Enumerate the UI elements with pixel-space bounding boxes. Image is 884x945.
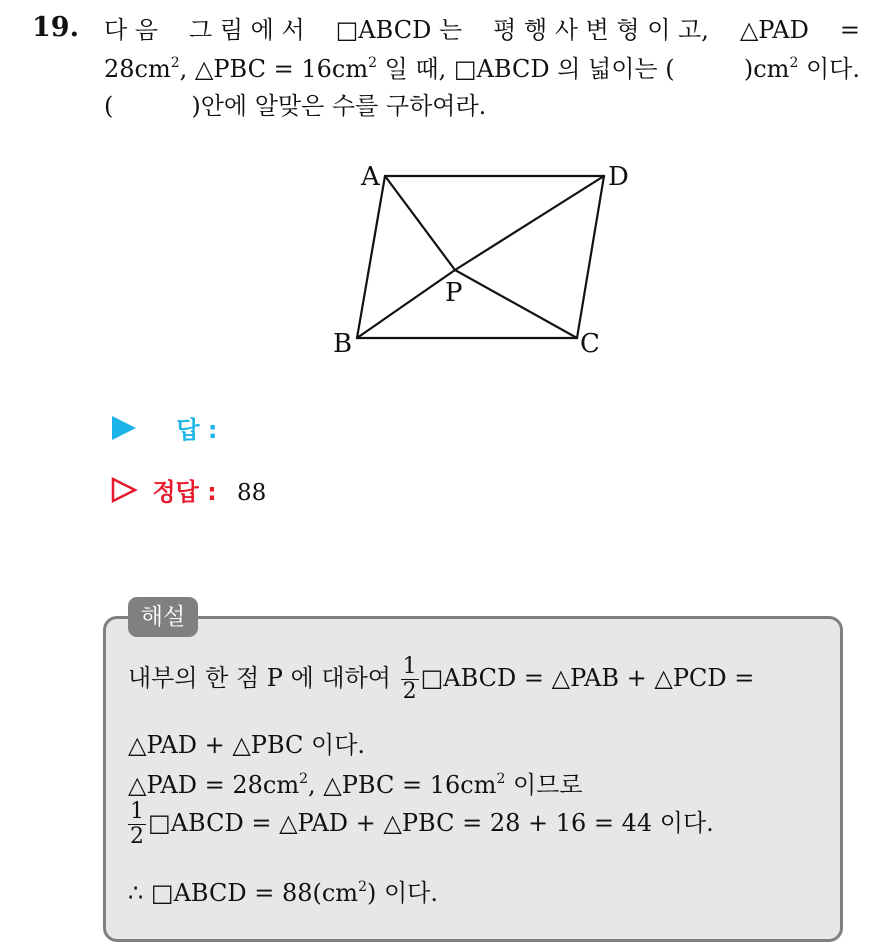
fraction-half [128, 800, 146, 849]
question-text: , △PBC = 16cm [179, 55, 369, 83]
question-number: 19. [32, 12, 79, 43]
superscript: 2 [170, 55, 180, 71]
question-text: ( [104, 92, 114, 120]
explanation-text: ∴ □ABCD = 88(cm [128, 879, 359, 907]
question-word: = [839, 16, 860, 44]
segment-bp [357, 270, 455, 338]
explanation-text: △PAD = 28cm [128, 771, 300, 799]
question-text: )cm [743, 55, 790, 83]
explanation-text: , △PBC = 16cm [308, 771, 497, 799]
vertex-label-c: C [580, 329, 600, 359]
explanation-line-4 [126, 800, 714, 849]
segment-ap [385, 176, 455, 270]
segment-cp [455, 270, 577, 338]
superscript: 2 [496, 771, 506, 787]
question-word: □ABCD 는 [335, 16, 463, 44]
explanation-line-2: △PAD + △PBC 이다. [128, 731, 366, 759]
question-text: 일 때, □ABCD 의 넓이는 ( [377, 55, 675, 83]
vertex-label-d: D [608, 162, 629, 192]
explanation-text: ) 이다. [366, 879, 438, 907]
explanation-text: □ABCD = △PAB + △PCD = [420, 664, 755, 692]
vertex-label-a: A [361, 162, 380, 192]
side-ba [357, 176, 385, 338]
correct-answer-value: 88 [237, 480, 267, 506]
play-arrow-icon [110, 414, 138, 442]
explanation-text: 이므로 [505, 771, 583, 799]
correct-answer-row [110, 472, 266, 507]
question-word: 평 행 사 변 형 이 고, [493, 16, 709, 44]
explanation-tag: 해설 [128, 597, 198, 637]
segment-dp [455, 176, 604, 270]
question-text: 28cm [104, 55, 171, 83]
side-dc [577, 176, 604, 338]
parallelogram-figure [0, 0, 884, 400]
fraction-denominator: 2 [402, 679, 417, 704]
fraction-numerator: 1 [402, 654, 417, 679]
superscript: 2 [299, 771, 309, 787]
question-word: 다 음 [104, 16, 158, 44]
correct-answer-label: 정답 : [152, 478, 217, 506]
outline-arrow-icon [110, 476, 138, 504]
point-label-p: P [445, 278, 463, 308]
explanation-line-1 [128, 655, 754, 704]
superscript: 2 [368, 55, 378, 71]
question-text: )안에 알맞은 수를 구하여라. [191, 92, 487, 120]
fraction-half [401, 655, 419, 704]
explanation-text: □ABCD = △PAD + △PBC = 28 + 16 = 44 이다. [148, 809, 714, 837]
question-word: △PAD [739, 16, 809, 44]
fraction-denominator: 2 [130, 824, 144, 849]
question-text: 이다. [798, 55, 860, 83]
answer-label: 답 : [176, 416, 218, 444]
question-word: 그 림 에 서 [189, 16, 305, 44]
superscript: 2 [789, 55, 799, 71]
explanation-line-3 [128, 765, 583, 800]
explanation-text: 내부의 한 점 P 에 대하여 [128, 664, 391, 692]
answer-row [110, 410, 218, 445]
explanation-line-5 [128, 873, 438, 908]
fraction-numerator: 1 [130, 799, 144, 824]
vertex-label-b: B [333, 329, 353, 359]
superscript: 2 [358, 879, 367, 895]
